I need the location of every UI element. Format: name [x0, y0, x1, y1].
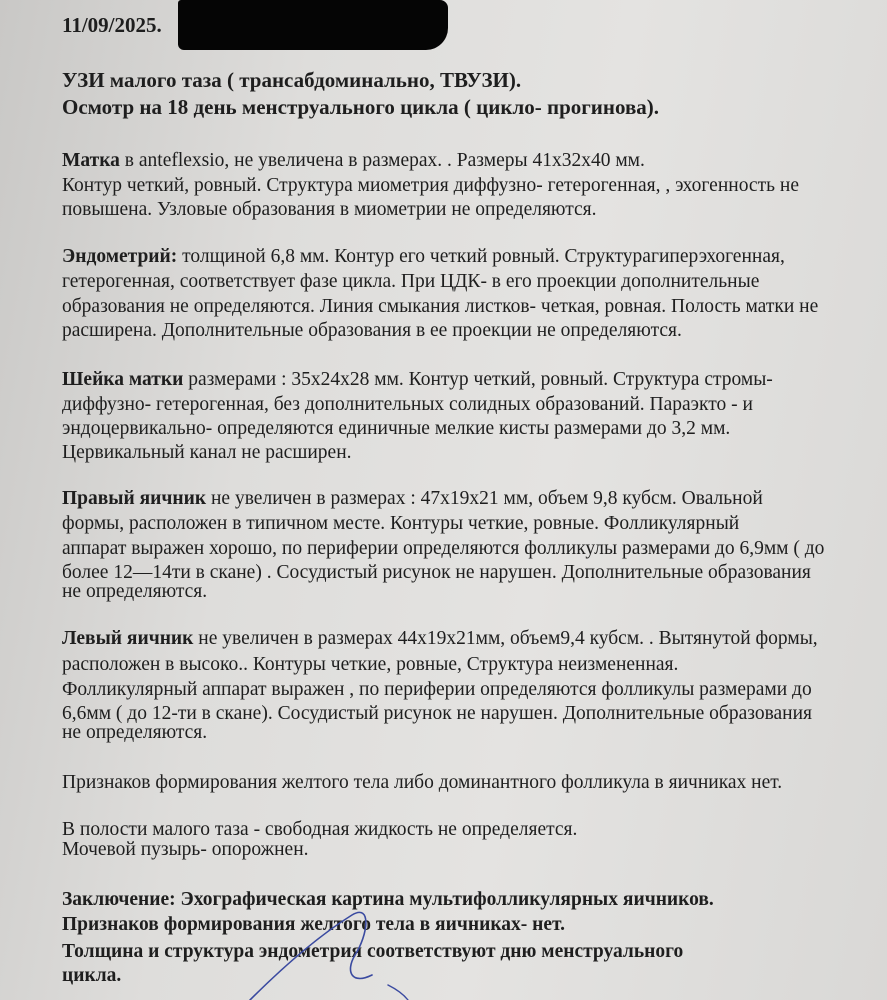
left-ovary-line-5: не определяются. [62, 722, 208, 743]
left-ovary-text: не увеличен в размерах 44х19х21мм, объем9,4 кубсм. . Вытянутой формы, [193, 628, 818, 649]
left-ovary-line-2: расположен в высоко.. Контуры четкие, ровные, Структура неизмененная. [62, 654, 679, 675]
document-date: 11/09/2025. [62, 13, 162, 37]
uterus-text: в anteflexsio, не увеличена в размерах. . Размеры 41х32х40 мм. [119, 150, 645, 171]
corpus-luteum-line: Признаков формирования желтого тела либо доминантного фолликула в яичниках нет. [62, 772, 783, 793]
document-title-line-1: УЗИ малого таза ( трансабдоминально, ТВУЗИ). [62, 68, 522, 92]
cervix-line-3: эндоцервикально- определяются единичные мелкие кисты размерами до 3,2 мм. [62, 418, 731, 439]
left-ovary-line-3: Фолликулярный аппарат выражен , по периферии определяются фолликулы размерами до [62, 679, 812, 700]
left-ovary-label: Левый яичник [62, 628, 194, 649]
endometrium-label: Эндометрий: [62, 246, 178, 267]
pelvis-line-1: В полости малого таза - свободная жидкость не определяется. [62, 819, 578, 840]
cervix-text: размерами : 35х24х28 мм. Контур четкий, ровный. Структура стромы- [183, 369, 773, 390]
conclusion-line-3: Толщина и структура эндометрия соответствуют дню менструального [62, 941, 684, 962]
right-ovary-line-5: не определяются. [62, 581, 208, 602]
cervix-line-2: диффузно- гетерогенная, без дополнительных солидных образований. Параэкто - и [62, 394, 753, 415]
cervix-label: Шейка матки [62, 369, 184, 390]
endometrium-text: толщиной 6,8 мм. Контур его четкий ровный. Структурагиперэхогенная, [177, 246, 785, 267]
cervix-line-4: Цервикальный канал не расширен. [62, 442, 352, 463]
endometrium-line-4: расширена. Дополнительные образования в ее проекции не определяются. [62, 320, 682, 341]
conclusion-line-1: Заключение: Эхографическая картина мультифолликулярных яичников. [62, 889, 714, 910]
endometrium-line-2: гетерогенная, соответствует фазе цикла. При ЦДК- в его проекции дополнительные [62, 271, 760, 292]
uterus-line-3: повышена. Узловые образования в миометрии не определяются. [62, 199, 597, 220]
right-ovary-label: Правый яичник [62, 488, 207, 509]
right-ovary-text: не увеличен в размерах : 47х19х21 мм, объем 9,8 кубсм. Овальной [206, 488, 763, 509]
right-ovary-line-2: формы, расположен в типичном месте. Контуры четкие, ровные. Фолликулярный [62, 513, 740, 534]
pelvis-line-2: Мочевой пузырь- опорожнен. [62, 839, 309, 860]
document-title-line-2: Осмотр на 18 день менструального цикла ( цикло- прогинова). [62, 95, 660, 119]
endometrium-line-3: образования не определяются. Линия смыкания листков- четкая, ровная. Полость матки не [62, 296, 819, 317]
right-ovary-line-4: более 12—14ти в скане) . Сосудистый рисунок не нарушен. Дополнительные образования [62, 562, 811, 583]
conclusion-line-4: цикла. [62, 965, 122, 986]
uterus-label: Матка [62, 150, 120, 171]
uterus-line-2: Контур четкий, ровный. Структура миометрия диффузно- гетерогенная, , эхогенность не [62, 175, 799, 196]
right-ovary-line-3: аппарат выражен хорошо, по периферии определяются фолликулы размерами до 6,9мм ( до [62, 538, 825, 559]
left-ovary-line-4: 6,6мм ( до 12-ти в скане). Сосудистый рисунок не нарушен. Дополнительные образования [62, 703, 813, 724]
conclusion-line-2: Признаков формирования желтого тела в яичниках- нет. [62, 914, 566, 935]
